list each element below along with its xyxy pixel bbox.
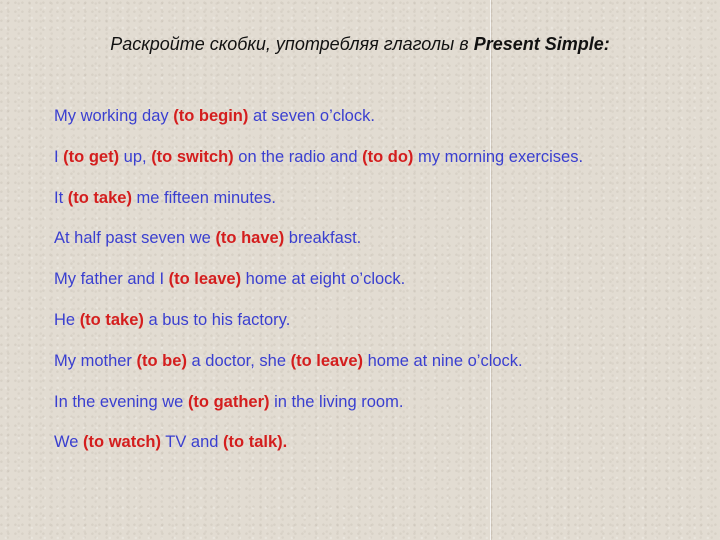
verb-in-brackets: (to get) xyxy=(63,147,120,166)
sentence-list xyxy=(54,105,583,472)
sentence-text: home at nine o’clock. xyxy=(363,351,523,370)
sentence-8 xyxy=(54,391,583,432)
exercise-instruction xyxy=(0,34,720,55)
verb-in-brackets: (to take) xyxy=(67,188,132,207)
verb-in-brackets: (to switch) xyxy=(151,147,234,166)
sentence-1 xyxy=(54,105,583,146)
sentence-7 xyxy=(54,350,583,391)
sentence-text: on the radio and xyxy=(233,147,363,166)
sentence-text: a doctor, she xyxy=(186,351,291,370)
verb-in-brackets: (to have) xyxy=(215,229,285,248)
sentence-text: My working day xyxy=(54,107,174,125)
sentence-4 xyxy=(54,227,583,268)
sentence-6 xyxy=(54,309,583,350)
sentence-text: me fifteen minutes. xyxy=(131,188,276,207)
sentence-text: in the living room. xyxy=(269,392,404,411)
sentence-2 xyxy=(54,146,583,187)
verb-in-brackets: (to watch) xyxy=(83,433,161,452)
verb-in-brackets: (to be) xyxy=(136,351,187,370)
sentence-text: We xyxy=(54,433,84,452)
sentence-text: It xyxy=(54,188,68,207)
sentence-text: a bus to his factory. xyxy=(143,310,291,329)
sentence-text: At half past seven we xyxy=(54,229,216,248)
verb-in-brackets: (to take) xyxy=(79,310,144,329)
sentence-text: TV and xyxy=(160,433,224,452)
verb-in-brackets: (to leave) xyxy=(168,270,242,289)
verb-in-brackets: (to gather) xyxy=(187,392,270,411)
sentence-text: at seven o’clock. xyxy=(248,107,375,125)
sentence-5 xyxy=(54,268,583,309)
verb-in-brackets: (to do) xyxy=(362,147,414,166)
sentence-3 xyxy=(54,187,583,228)
verb-in-brackets: (to begin) xyxy=(173,107,249,125)
sentence-text: My father and I xyxy=(54,270,169,289)
instruction-text: Раскройте скобки, употребляя глаголы в xyxy=(110,34,474,54)
sentence-text: He xyxy=(54,310,80,329)
sentence-text: My mother xyxy=(54,351,137,370)
instruction-tense-name: Present Simple: xyxy=(473,34,610,54)
verb-in-brackets: (to talk). xyxy=(223,433,288,452)
sentence-text: In the evening we xyxy=(54,392,188,411)
sentence-text: home at eight o’clock. xyxy=(241,270,406,289)
sentence-text: breakfast. xyxy=(284,229,362,248)
sentence-text: my morning exercises. xyxy=(413,147,584,166)
verb-in-brackets: (to leave) xyxy=(290,351,364,370)
sentence-text: up, xyxy=(119,147,152,166)
sentence-9 xyxy=(54,431,583,472)
sentence-text: I xyxy=(54,147,64,166)
